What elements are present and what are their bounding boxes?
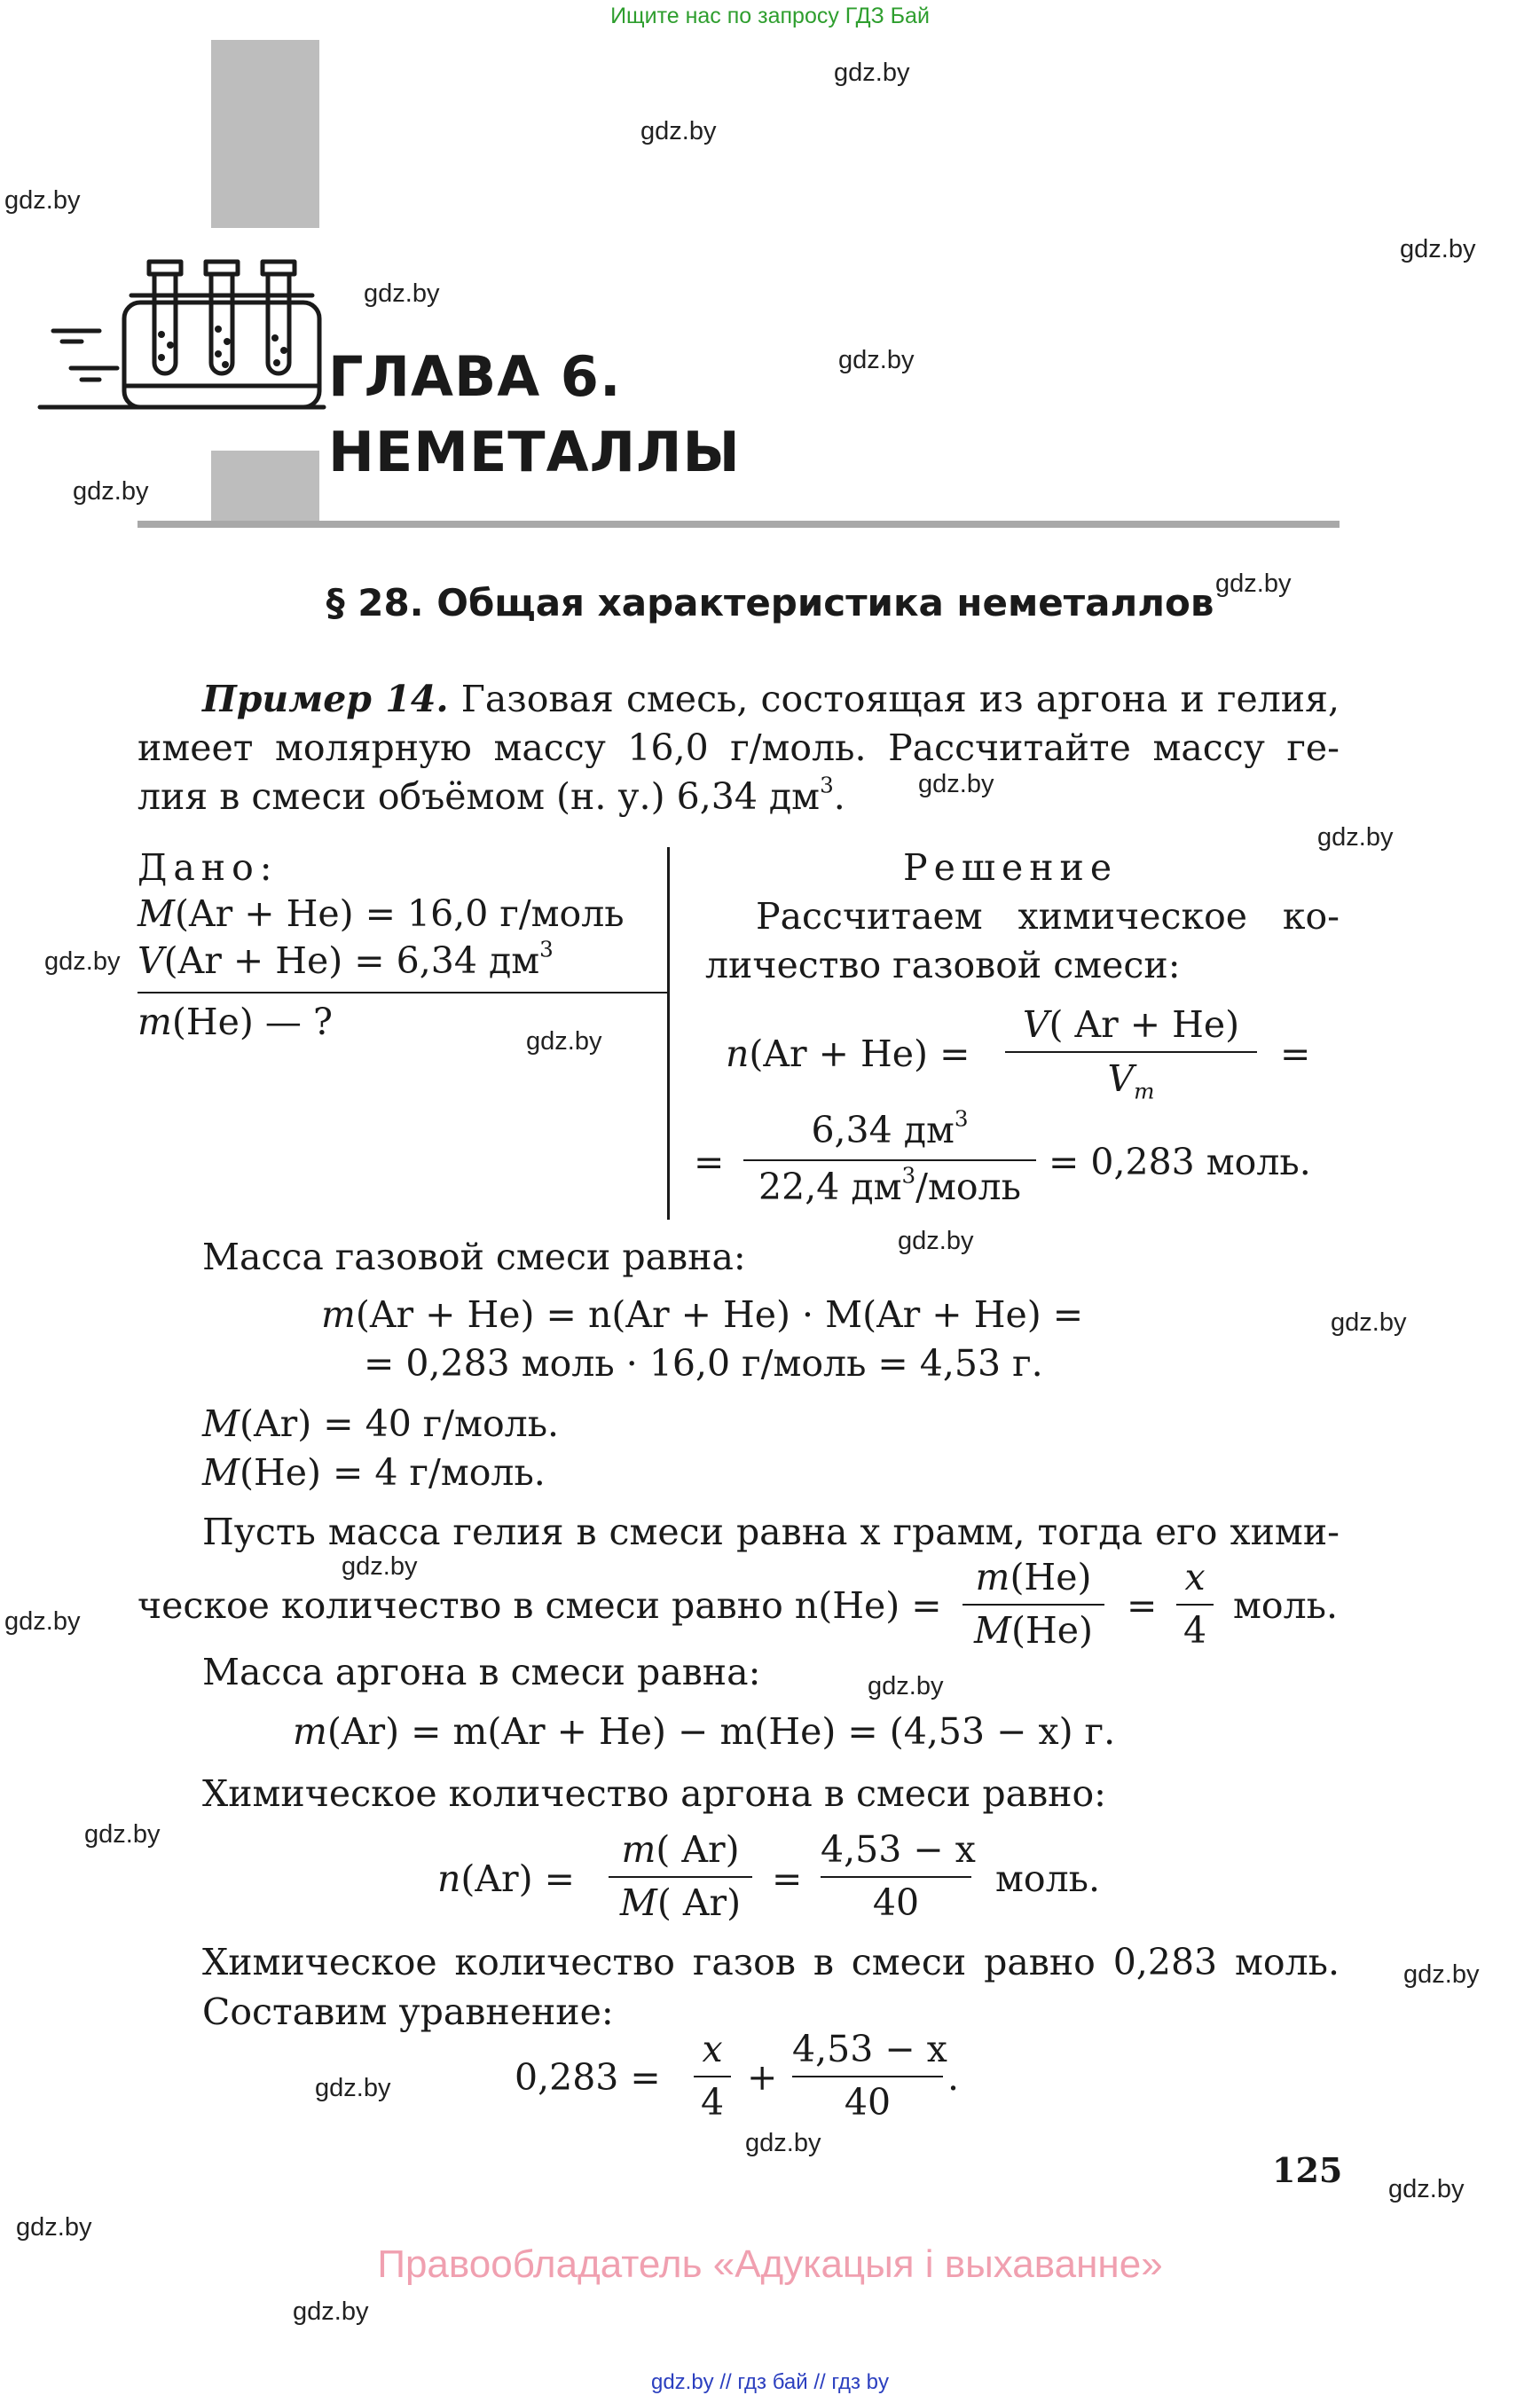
eq-frac1-numerator: x bbox=[702, 2028, 723, 2070]
eq-frac1-denominator: 4 bbox=[700, 2081, 725, 2124]
watermark: gdz.by bbox=[898, 1227, 974, 1255]
solution-intro-1: Рассчитаем химическое ко- bbox=[756, 895, 1340, 938]
watermark: gdz.by bbox=[834, 59, 910, 87]
example-line-3: лия в смеси объёмом (н. у.) 6,34 $дм^3$. bbox=[138, 772, 845, 818]
eq2-result: = 0,283 моль. bbox=[1049, 1141, 1311, 1183]
watermark: gdz.by bbox=[640, 117, 717, 145]
n-ar-frac2-denominator: 40 bbox=[872, 1881, 920, 1924]
watermark: gdz.by bbox=[526, 1027, 602, 1056]
watermark: gdz.by bbox=[1388, 2175, 1465, 2203]
watermark: gdz.by bbox=[16, 2213, 92, 2242]
watermark: gdz.by bbox=[1317, 823, 1394, 852]
copyright-owner: Правообладатель «Адукацыя і выхаванне» bbox=[377, 2242, 1163, 2286]
example-line-1: Пример 14. Газовая смесь, состоящая из аргона и гелия, bbox=[202, 678, 1340, 720]
watermark: gdz.by bbox=[1331, 1308, 1407, 1337]
solution-header: Решение bbox=[903, 846, 1119, 889]
n-ar-unit: моль. bbox=[995, 1857, 1100, 1900]
n-mix-numerator: V( Ar + He) bbox=[1022, 1003, 1240, 1046]
eq2-denominator: 22,4 $дм^3$/моль bbox=[758, 1162, 1021, 1208]
given-line-2: V(Ar + He) = 6,34 $дм^3$ bbox=[138, 936, 554, 982]
watermark: gdz.by bbox=[838, 346, 915, 374]
fraction-line bbox=[1176, 1604, 1214, 1606]
let-line-1: Пусть масса гелия в смеси равна x грамм, тогда его хими- bbox=[202, 1511, 1340, 1553]
watermark: gdz.by bbox=[868, 1672, 944, 1700]
given-find: m(He) — ? bbox=[138, 1001, 333, 1043]
plus-sign: + bbox=[747, 2056, 778, 2099]
watermark: gdz.by bbox=[918, 770, 994, 798]
example-line-2: имеет молярную массу 16,0 г/моль. Рассчитайте массу ге- bbox=[138, 726, 1340, 769]
n-ar-intro: Химическое количество аргона в смеси равно: bbox=[202, 1772, 1106, 1815]
watermark: gdz.by bbox=[342, 1552, 418, 1581]
equals-sign: = bbox=[1280, 1033, 1311, 1075]
watermark: gdz.by bbox=[73, 477, 149, 506]
eq-frac2-denominator: 40 bbox=[844, 2081, 892, 2124]
molar-mass-ar: M(Ar) = 40 г/моль. bbox=[202, 1402, 560, 1445]
n-mix-denominator: $V_m$ bbox=[1107, 1057, 1155, 1104]
period: . bbox=[947, 2056, 960, 2099]
section-title: § 28. Общая характеристика неметаллов bbox=[326, 581, 1214, 624]
n-ar-lhs: n(Ar) = bbox=[437, 1857, 575, 1900]
n-ar-frac2-numerator: 4,53 − x bbox=[821, 1828, 976, 1871]
mass-ar-intro: Масса аргона в смеси равна: bbox=[202, 1651, 761, 1693]
fraction-line bbox=[743, 1159, 1036, 1161]
watermark: gdz.by bbox=[84, 1820, 161, 1849]
equation-lhs: 0,283 = bbox=[515, 2056, 661, 2099]
fraction-line bbox=[609, 1876, 752, 1878]
watermark: gdz.by bbox=[1215, 569, 1292, 598]
n-ar-frac1-numerator: m( Ar) bbox=[621, 1828, 740, 1871]
n-ar-frac1-denominator: M( Ar) bbox=[619, 1881, 742, 1924]
top-note: Ищите нас по запросу ГДЗ Бай bbox=[610, 4, 930, 28]
watermark: gdz.by bbox=[4, 1607, 81, 1636]
given-divider-horizontal bbox=[138, 992, 670, 993]
mass-mix-line-1: m(Ar + He) = n(Ar + He) · M(Ar + He) = bbox=[321, 1293, 1084, 1336]
watermark: gdz.by bbox=[364, 279, 440, 308]
x-over-4-denominator: 4 bbox=[1182, 1609, 1207, 1652]
watermark: gdz.by bbox=[1403, 1960, 1480, 1989]
chapter-title: НЕМЕТАЛЛЫ bbox=[328, 420, 741, 484]
watermark: gdz.by bbox=[745, 2129, 821, 2157]
given-divider-vertical bbox=[667, 847, 670, 1220]
eq2-numerator: 6,34 $дм^3$ bbox=[811, 1105, 969, 1151]
n-he-numerator: m(He) bbox=[975, 1556, 1092, 1598]
eq-frac2-numerator: 4,53 − x bbox=[792, 2028, 947, 2070]
given-header: Дано: bbox=[138, 846, 279, 889]
watermark: gdz.by bbox=[44, 947, 121, 976]
fraction-line bbox=[962, 1604, 1104, 1606]
solution-intro-2: личество газовой смеси: bbox=[705, 944, 1181, 986]
fraction-line bbox=[694, 2076, 731, 2077]
let-line-2: ческое количество в смеси равно n(He) = bbox=[138, 1584, 942, 1627]
chapter-gray-bar-bottom bbox=[211, 451, 319, 522]
equals-sign: = bbox=[1127, 1584, 1158, 1627]
watermark: gdz.by bbox=[1400, 235, 1476, 263]
test-tube-rack-icon bbox=[35, 253, 328, 412]
equals-sign: = bbox=[772, 1857, 803, 1900]
total-amount-line: Химическое количество газов в смеси равно 0,283 моль. bbox=[202, 1941, 1340, 1983]
molar-mass-he: M(He) = 4 г/моль. bbox=[202, 1451, 546, 1494]
equation-intro: Составим уравнение: bbox=[202, 1991, 614, 2033]
example-label: Пример 14. bbox=[202, 678, 449, 720]
mass-mix-line-2: = 0,283 моль · 16,0 г/моль = 4,53 г. bbox=[364, 1342, 1043, 1385]
x-over-4-numerator: x bbox=[1184, 1556, 1206, 1598]
chapter-number: ГЛАВА 6. bbox=[328, 344, 622, 409]
footer-links[interactable]: gdz.by // гдз бай // гдз by bbox=[650, 2370, 890, 2394]
watermark: gdz.by bbox=[293, 2297, 369, 2326]
fraction-line bbox=[1005, 1051, 1257, 1053]
fraction-line bbox=[792, 2076, 943, 2077]
given-line-1: M(Ar + He) = 16,0 г/моль bbox=[138, 892, 625, 935]
watermark: gdz.by bbox=[4, 186, 81, 215]
n-he-denominator: M(He) bbox=[974, 1609, 1093, 1652]
n-he-unit: моль. bbox=[1233, 1584, 1338, 1627]
fraction-line bbox=[821, 1876, 971, 1878]
watermark: gdz.by bbox=[315, 2074, 391, 2102]
mass-mix-intro: Масса газовой смеси равна: bbox=[202, 1236, 746, 1278]
mass-ar-equation: m(Ar) = m(Ar + He) − m(He) = (4,53 − x) г. bbox=[293, 1710, 1116, 1753]
n-mix-lhs: n(Ar + He) = bbox=[726, 1033, 970, 1075]
equals-sign: = bbox=[694, 1141, 725, 1183]
chapter-divider bbox=[138, 521, 1340, 528]
chapter-gray-bar-top bbox=[211, 40, 319, 228]
page-number: 125 bbox=[1272, 2150, 1343, 2190]
